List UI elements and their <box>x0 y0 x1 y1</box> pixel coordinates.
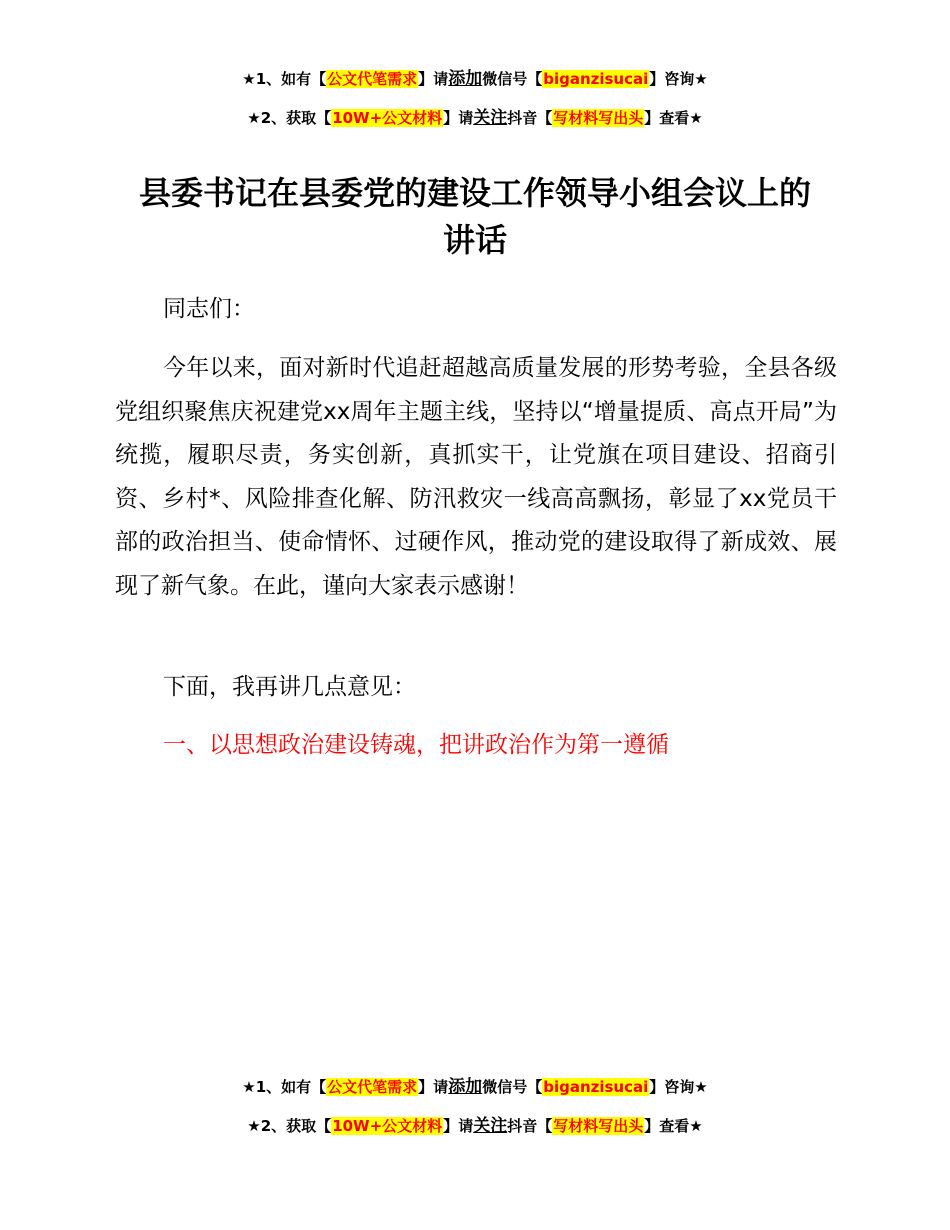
promo-douyin-id: 写材料写出头 <box>553 1117 644 1135</box>
promo-text: 】请 <box>443 109 474 127</box>
footer-promo-line-2 <box>0 1116 950 1136</box>
promo-underlined: 添加 <box>448 69 483 89</box>
promo-text: 微信号【 <box>482 1078 543 1096</box>
promo-underlined: 关注 <box>473 108 508 128</box>
promo-suffix: 】查看★ <box>644 109 703 127</box>
promo-wechat-id: biganzisucai <box>543 1078 649 1096</box>
promo-douyin-id: 写材料写出头 <box>553 109 644 127</box>
promo-text: 】请 <box>443 1117 474 1135</box>
promo-underlined: 添加 <box>448 1077 483 1097</box>
salutation: 同志们： <box>163 296 255 322</box>
promo-highlight: 10W+公文材料 <box>332 109 443 127</box>
title-line-2: 讲话 <box>442 221 507 259</box>
document-title <box>100 170 850 264</box>
promo-suffix: 】咨询★ <box>649 1078 708 1096</box>
promo-highlight: 10W+公文材料 <box>332 1117 443 1135</box>
promo-text: 抖音【 <box>507 109 553 127</box>
promo-wechat-id: biganzisucai <box>543 70 649 88</box>
promo-text: 抖音【 <box>507 1117 553 1135</box>
body-paragraph-1: 今年以来，面对新时代追赶超越高质量发展的形势考验，全县各级党组织聚焦庆祝建党xx周年主题主线，坚持以“增量提质、高点开局”为统揽，履职尽责，务实创新，真抓实干，让党旗在项目建设、招商引资、乡村*、风险排查化解、防汛救灾一线高高飘扬，彰显了xx党员干部的政治担当、使命情怀、过硬作风，推动党的建设取得了新成效、展现了新气象。在此，谨向大家表示感谢！ <box>115 355 837 599</box>
footer-promo-line-1 <box>0 1077 950 1097</box>
promo-suffix: 】查看★ <box>644 1117 703 1135</box>
promo-prefix: ★2、获取【 <box>247 109 332 127</box>
section-heading-1: 一、以思想政治建设铸魂，把讲政治作为第一遵循 <box>163 732 669 758</box>
promo-highlight: 公文代笔需求 <box>327 70 418 88</box>
promo-suffix: 】咨询★ <box>649 70 708 88</box>
header-promo-line-1 <box>0 69 950 89</box>
promo-prefix: ★2、获取【 <box>247 1117 332 1135</box>
header-promo-line-2 <box>0 108 950 128</box>
promo-highlight: 公文代笔需求 <box>327 1078 418 1096</box>
promo-text: 微信号【 <box>482 70 543 88</box>
promo-text: 】请 <box>418 70 449 88</box>
body-paragraph-2: 下面，我再讲几点意见： <box>163 674 416 700</box>
title-line-1: 县委书记在县委党的建设工作领导小组会议上的 <box>138 174 811 212</box>
promo-prefix: ★1、如有【 <box>242 70 327 88</box>
promo-prefix: ★1、如有【 <box>242 1078 327 1096</box>
promo-underlined: 关注 <box>473 1116 508 1136</box>
promo-text: 】请 <box>418 1078 449 1096</box>
